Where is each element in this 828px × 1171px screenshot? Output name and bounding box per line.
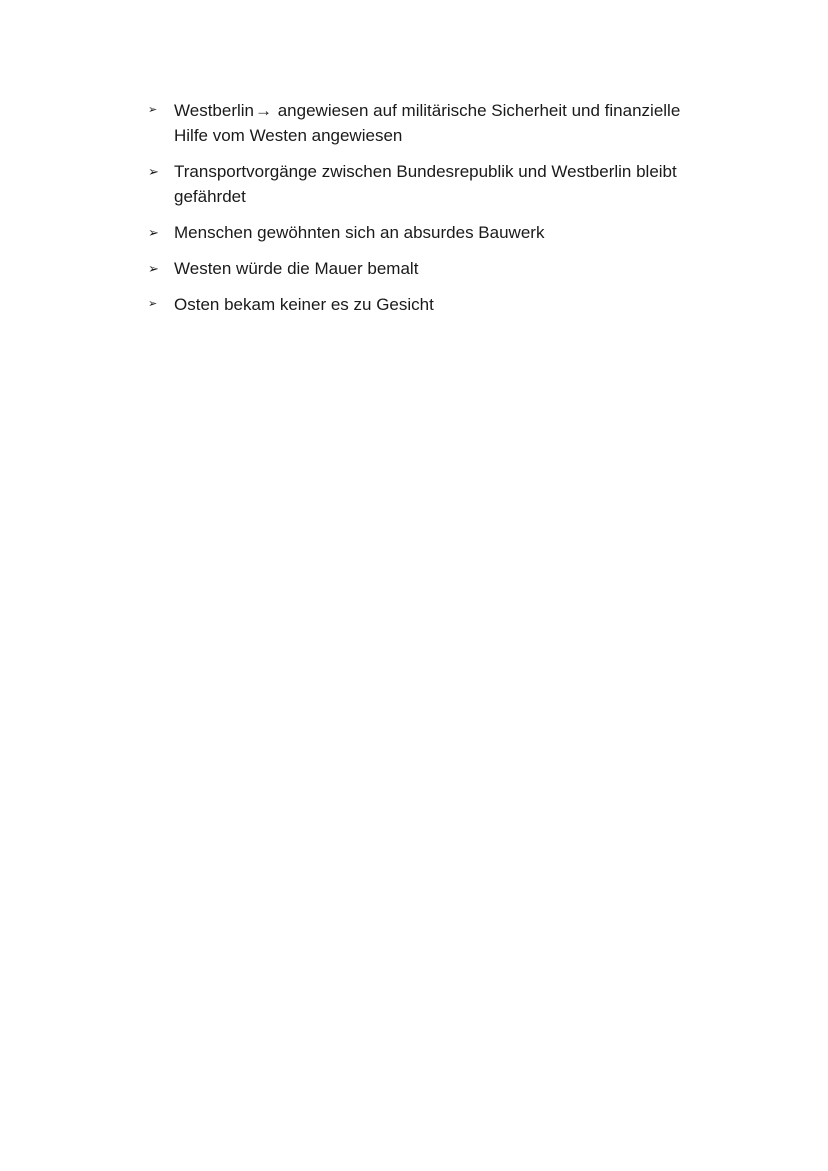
arrowhead-bullet-icon: ➢ [148, 164, 159, 179]
list-item [148, 98, 718, 148]
list-item-text: Westen würde die Mauer bemalt [174, 259, 419, 278]
list-item-text-start: Westberlin [174, 101, 254, 120]
right-arrow-icon: → [255, 101, 272, 120]
arrowhead-bullet-icon: ➢ [148, 298, 158, 310]
list-item [148, 256, 718, 281]
list-item-text: Transportvorgänge zwischen Bundesrepublik und Westberlin bleibt gefährdet [174, 162, 677, 206]
list-item-text: Menschen gewöhnten sich an absurdes Bauwerk [174, 223, 545, 242]
list-item [148, 292, 718, 317]
list-item-text: Osten bekam keiner es zu Gesicht [174, 295, 434, 314]
list-item-text-end: angewiesen auf militärische Sicherheit und finanzielle Hilfe vom Westen angewiesen [174, 101, 681, 145]
bullet-list [148, 98, 718, 328]
arrowhead-bullet-icon: ➢ [148, 104, 158, 116]
list-item [148, 220, 718, 245]
list-item-text [174, 98, 718, 148]
list-item [148, 159, 718, 209]
arrowhead-bullet-icon: ➢ [148, 261, 159, 276]
arrowhead-bullet-icon: ➢ [148, 225, 159, 240]
